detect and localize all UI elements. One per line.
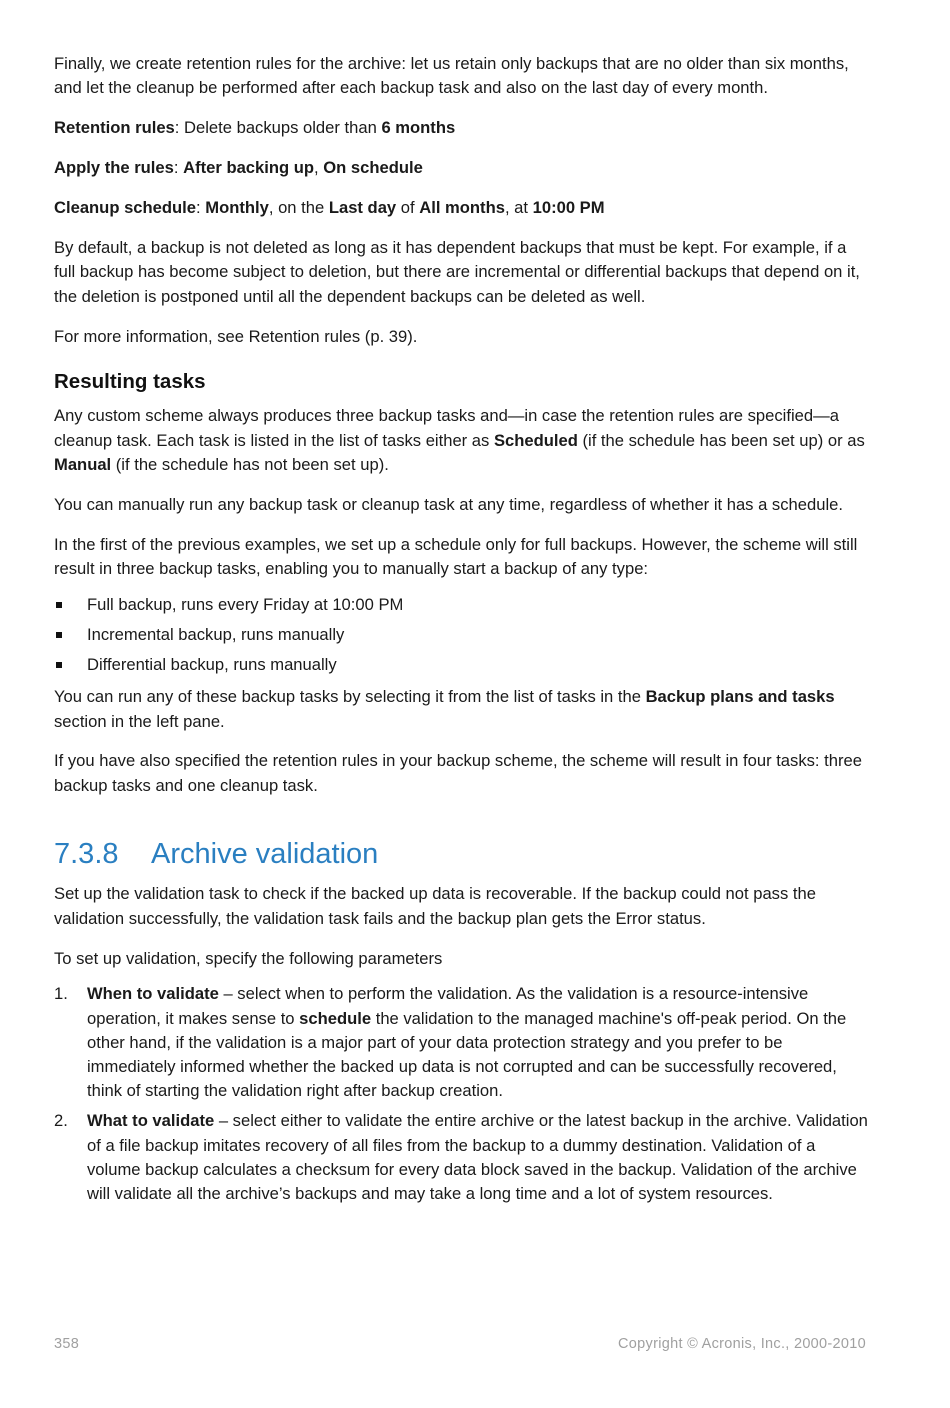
custom-scheme-paragraph: Any custom scheme always produces three backup tasks and—in case the retention rules are specified—a cleanup task. Each task is listed in the list of tasks either as Scheduled (if the schedule has been set up) or as Manual (if the schedule has not been set up). xyxy=(54,406,865,474)
validation-steps-list xyxy=(54,982,870,1206)
retention-rules-value: 6 months xyxy=(381,118,456,138)
apply-rules-line: Apply the rules: After backing up, On schedule xyxy=(54,158,423,178)
retention-rules-line: Retention rules: Delete backups older than 6 months xyxy=(54,118,456,138)
section-title: Archive validation xyxy=(151,838,379,871)
page-number: 358 xyxy=(54,1336,80,1352)
cleanup-schedule-line: Cleanup schedule: Monthly, on the Last day of All months, at 10:00 PM xyxy=(54,198,605,218)
apply-rules-label: Apply the rules xyxy=(54,158,174,178)
step-number: 2. xyxy=(54,1111,68,1131)
list-item: Differential backup, runs manually xyxy=(54,653,870,677)
bullet-square-icon xyxy=(56,632,62,638)
run-tasks-paragraph: You can run any of these backup tasks by selecting it from the list of tasks in the Backup plans and tasks section in the left pane. xyxy=(54,687,835,731)
section-number: 7.3.8 xyxy=(54,838,119,871)
page-footer xyxy=(54,1336,866,1352)
manual-run-paragraph: You can manually run any backup task or cleanup task at any time, regardless of whether it has a schedule. xyxy=(54,494,843,514)
intro-paragraph: Finally, we create retention rules for the archive: let us retain only backups that are no older than six months, and let the cleanup be performed after each backup task and also on the last day of every month. xyxy=(54,54,849,98)
list-item: 2. What to validate – select either to validate the entire archive or the latest backup in the archive. Validation of a file backup imitates recovery of all files from the backup to a dummy destination. Validation of a volume backup calculates a checksum for every data block saved in the backup. Validation of the archive will validate all the archive’s backups and may take a long time and a lot of system resources. xyxy=(54,1111,868,1204)
list-item: Incremental backup, runs manually xyxy=(54,623,870,647)
task-bullet-list xyxy=(54,593,870,677)
validation-intro-paragraph: Set up the validation task to check if the backed up data is recoverable. If the backup could not pass the validation successfully, the validation task fails and the backup plan gets the Error status. xyxy=(54,884,816,928)
retention-rules-label: Retention rules xyxy=(54,118,175,138)
more-info-paragraph: For more information, see Retention rules (p. 39). xyxy=(54,326,418,346)
validation-params-paragraph: To set up validation, specify the following parameters xyxy=(54,948,443,968)
cleanup-schedule-label: Cleanup schedule xyxy=(54,198,197,218)
previous-examples-paragraph: In the first of the previous examples, we set up a schedule only for full backups. However, the scheme will still result in three backup tasks, enabling you to manually start a backup of any type: xyxy=(54,534,858,579)
four-tasks-paragraph: If you have also specified the retention rules in your backup scheme, the scheme will result in four tasks: three backup tasks and one cleanup task. xyxy=(54,751,862,795)
section-heading xyxy=(54,836,870,872)
list-item: 1. When to validate – select when to perform the validation. As the validation is a resource-intensive operation, it makes sense to schedule the validation to the managed machine's off-peak period. On the other hand, if the validation is a major part of your data protection strategy and you prefer to be immediately informed whether the backed up data is not corrupted and can be successfully recovered, think of starting the validation right after backup creation. xyxy=(54,984,847,1101)
resulting-tasks-heading: Resulting tasks xyxy=(54,370,206,394)
bullet-square-icon xyxy=(56,602,62,608)
list-item: Full backup, runs every Friday at 10:00 PM xyxy=(54,593,870,617)
document-page xyxy=(54,52,870,1212)
step-number: 1. xyxy=(54,984,68,1004)
bullet-square-icon xyxy=(56,662,62,668)
copyright-notice: Copyright © Acronis, Inc., 2000-2010 xyxy=(618,1336,866,1352)
default-deletion-paragraph: By default, a backup is not deleted as long as it has dependent backups that must be kept. For example, if a full backup has become subject to deletion, but there are incremental or differential backups that depend on it, the deletion is postponed until all the dependent backups can be deleted as well. xyxy=(54,238,860,306)
